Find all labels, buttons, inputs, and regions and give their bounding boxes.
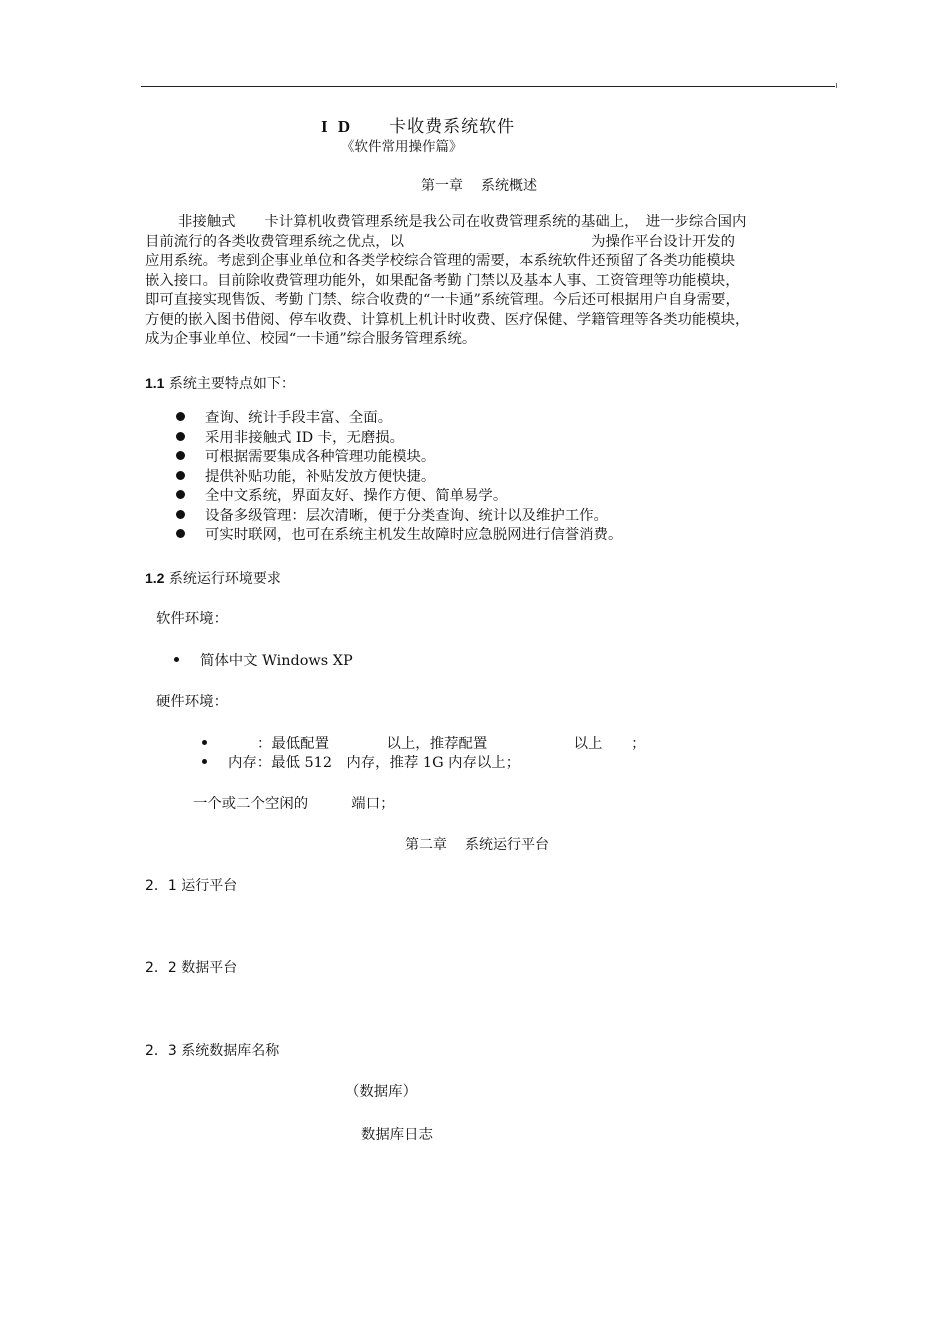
- paragraph-line: 即可直接实现售饭、考勤 门禁、综合收费的“一卡通”系统管理。今后还可根据用户自身需要，: [145, 292, 740, 308]
- bullet-icon: [176, 471, 185, 480]
- section-1-1-heading: [145, 373, 295, 393]
- header-rule: [141, 86, 835, 87]
- document-title: [321, 112, 515, 137]
- bullet-icon: [176, 432, 185, 441]
- bullet-icon: [176, 510, 185, 519]
- paragraph-line: 成为企事业单位、校园“一卡通”综合服务管理系统。: [145, 331, 477, 347]
- database-log-name: 数据库日志: [361, 1127, 433, 1143]
- chapter-2-label: 第二章: [405, 837, 447, 853]
- paragraph-line: 非接触式 卡计算机收费管理系统是我公司在收费管理系统的基础上， 进一步综合国内: [178, 214, 747, 230]
- section-1-2-number: 1.2: [145, 570, 165, 586]
- paragraph-line: 嵌入接口。目前除收费管理功能外，如果配备考勤 门禁以及基本人事、工资管理等功能模块，: [145, 272, 740, 289]
- features-list: [176, 409, 622, 546]
- section-2-1-heading: 2．1 运行平台: [145, 878, 238, 894]
- list-item: 设备多级管理：层次清晰，便于分类查询、统计以及维护工作。: [176, 507, 622, 527]
- section-1-1-number: 1.1: [145, 375, 165, 391]
- hardware-env-label: 硬件环境：: [156, 694, 228, 710]
- section-1-1-title: 系统主要特点如下：: [168, 376, 295, 392]
- chapter-1-title: 系统概述: [481, 178, 537, 194]
- software-env-item: 简体中文 Windows XP: [174, 649, 353, 670]
- chapter-2-heading: [405, 834, 549, 854]
- bullet-icon: [176, 451, 185, 460]
- bullet-icon: [202, 759, 207, 764]
- list-item: 采用非接触式 ID 卡，无磨损。: [176, 429, 622, 449]
- header-rule-tick: [836, 83, 837, 88]
- paragraph-line: 应用系统。考虑到企事业单位和各类学校综合管理的需要，本系统软件还预留了各类功能模块: [145, 253, 736, 269]
- list-item: 提供补贴功能，补贴发放方便快捷。: [176, 468, 622, 488]
- paragraph-line: 方便的嵌入图书借阅、停车收费、计算机上机计时收费、医疗保健、学籍管理等各类功能模块，: [145, 311, 750, 328]
- bullet-icon: [176, 529, 185, 538]
- software-env-label: 软件环境：: [156, 611, 228, 627]
- bullet-icon: [174, 657, 179, 662]
- section-1-2-heading: [145, 568, 281, 588]
- hardware-cpu-item: ：最低配置 以上，推荐配置 以上 ；: [202, 732, 646, 753]
- title-id: I D: [321, 117, 354, 136]
- paragraph-line: 目前流行的各类收费管理系统之优点，以 为操作平台设计开发的: [145, 233, 736, 250]
- bullet-icon: [176, 490, 185, 499]
- list-item: 全中文系统，界面友好、操作方便、简单易学。: [176, 487, 622, 507]
- list-item: 可实时联网，也可在系统主机发生故障时应急脱网进行信誉消费。: [176, 526, 622, 546]
- section-2-3-heading: 2．3 系统数据库名称: [145, 1043, 280, 1059]
- database-name: （数据库）: [345, 1084, 417, 1100]
- bullet-icon: [202, 740, 207, 745]
- hardware-memory-item: 内存：最低 512 内存，推荐 1G 内存以上；: [202, 751, 520, 772]
- port-line: 一个或二个空闲的 端口；: [193, 796, 395, 812]
- bullet-icon: [176, 412, 185, 421]
- chapter-1-heading: [421, 175, 537, 195]
- chapter-1-label: 第一章: [421, 178, 463, 194]
- list-item: 查询、统计手段丰富、全面。: [176, 409, 622, 429]
- chapter-2-title: 系统运行平台: [465, 837, 549, 853]
- section-2-2-heading: 2．2 数据平台: [145, 960, 238, 976]
- section-1-2-title: 系统运行环境要求: [168, 571, 281, 587]
- document-subtitle: 《软件常用操作篇》: [341, 139, 463, 155]
- overview-paragraph: [145, 213, 835, 350]
- title-rest: 卡收费系统软件: [389, 117, 516, 137]
- list-item: 可根据需要集成各种管理功能模块。: [176, 448, 622, 468]
